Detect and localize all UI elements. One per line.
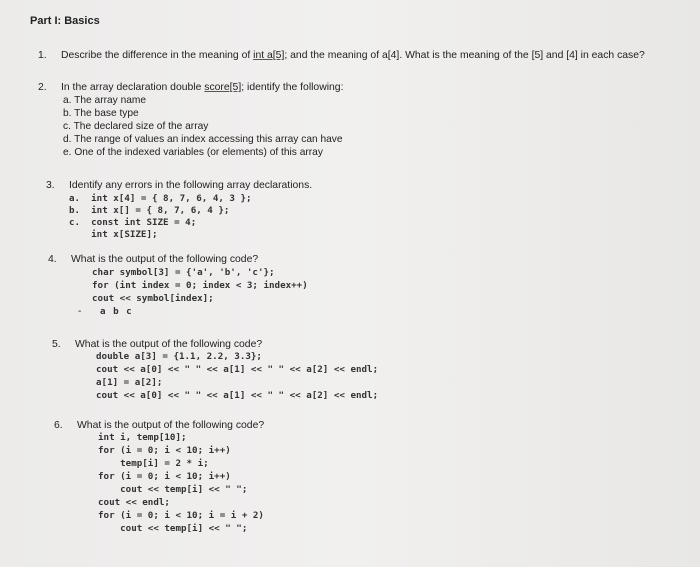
question-5 (52, 338, 692, 408)
code-line: a[1] = a[2]; (96, 377, 163, 388)
code-line: for (int index = 0; index < 3; index++) (92, 280, 308, 291)
code-line: cout << symbol[index]; (92, 293, 214, 304)
list-item: d. The range of values an index accessing this array can have (63, 134, 343, 145)
question-number: 3. (46, 180, 55, 191)
question-text: What is the output of the following code? (71, 254, 259, 265)
question-3 (46, 179, 686, 249)
code-line: char symbol[3] = {'a', 'b', 'c'}; (92, 267, 275, 278)
question-text (61, 81, 343, 94)
list-item: b. The base type (63, 108, 139, 119)
code-line: cout << temp[i] << " "; (98, 484, 248, 495)
code-inline: int a[5] (253, 50, 285, 61)
question-text-part: Describe the difference in the meaning of (61, 50, 254, 61)
code-line: cout << a[0] << " " << a[1] << " " << a[2] << endl; (96, 364, 379, 375)
list-item: a. The array name (63, 95, 147, 106)
question-6 (54, 419, 694, 539)
code-line: c. const int SIZE = 4; (69, 217, 197, 228)
question-text-part: In the array declaration double (61, 82, 205, 93)
list-item: e. One of the indexed variables (or elements) of this array (63, 147, 323, 158)
code-line: int x[SIZE]; (69, 229, 158, 240)
code-line: for (i = 0; i < 10; i++) (98, 471, 231, 482)
question-number: 2. (38, 82, 47, 93)
code-line: cout << endl; (98, 497, 170, 508)
question-number: 1. (38, 50, 47, 61)
question-1 (38, 49, 688, 63)
page-title: Part I: Basics (30, 15, 100, 27)
question-text: What is the output of the following code? (75, 339, 263, 350)
question-2 (38, 81, 688, 171)
code-line: a. int x[4] = { 8, 7, 6, 4, 3 }; (69, 193, 252, 204)
code-line: int i, temp[10]; (98, 432, 187, 443)
answer-text: a b c (100, 306, 133, 317)
question-4 (48, 253, 688, 323)
question-text (61, 49, 645, 62)
code-line: for (i = 0; i < 10; i = i + 2) (98, 510, 264, 521)
question-text-part: ; and the meaning of a[4]. What is the meaning of the [5] and [4] in each case? (284, 50, 645, 61)
question-number: 5. (52, 339, 61, 350)
code-line: double a[3] = {1.1, 2.2, 3.3}; (96, 351, 262, 362)
code-line: cout << temp[i] << " "; (98, 523, 248, 534)
code-line: temp[i] = 2 * i; (98, 458, 209, 469)
code-line: for (i = 0; i < 10; i++) (98, 445, 231, 456)
question-text: What is the output of the following code? (77, 420, 265, 431)
list-item: c. The declared size of the array (63, 121, 209, 132)
answer-bullet: - (78, 306, 82, 317)
question-text: Identify any errors in the following array declarations. (69, 180, 313, 191)
question-text-part: ; identify the following: (241, 82, 344, 93)
code-line: b. int x[] = { 8, 7, 6, 4 }; (69, 205, 230, 216)
question-number: 6. (54, 420, 63, 431)
question-number: 4. (48, 254, 57, 265)
code-inline: score[5] (204, 82, 242, 93)
code-line: cout << a[0] << " " << a[1] << " " << a[2] << endl; (96, 390, 379, 401)
